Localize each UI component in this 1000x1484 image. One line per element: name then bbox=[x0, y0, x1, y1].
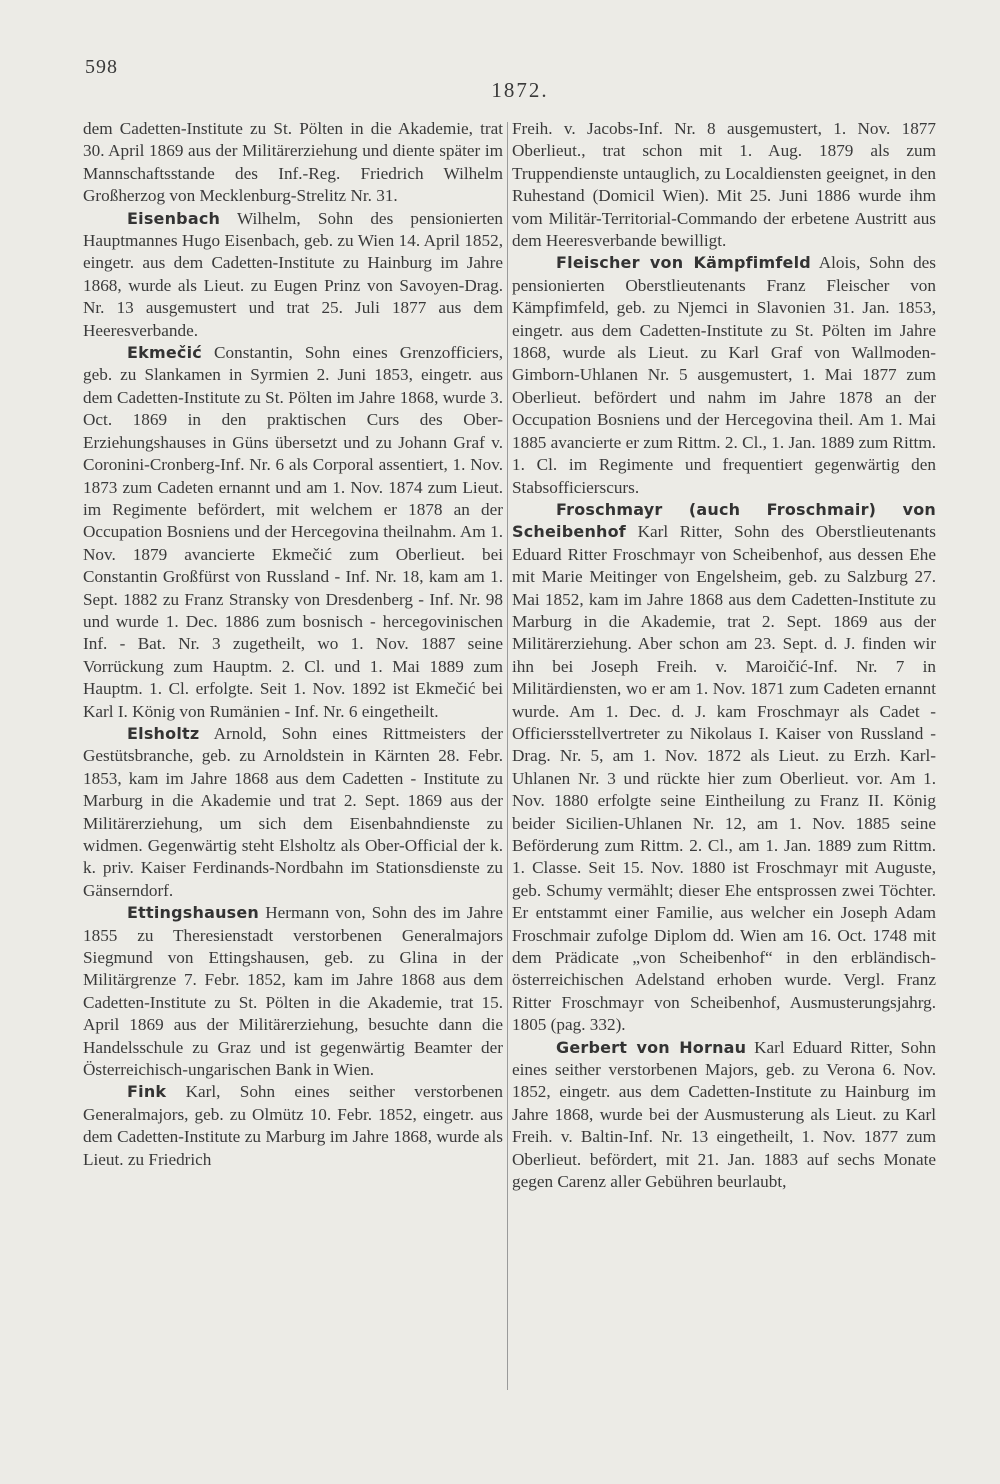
entry-eisenbach bbox=[83, 208, 503, 342]
entry-text: Karl Ritter, Sohn des Oberstlieutenants Eduard Ritter Froschmayr von Scheibenhof, aus dessen Ehe mit Marie Meitinger von Engelsheim, geb. zu Salzburg 27. Mai 1852, kam im Jahre 1868 aus dem Cadetten-Institute zu Marburg in die Akademie, trat 2. Sept. 1869 aus der Militärerziehung. Aber schon am 23. Sept. d. J. finden wir ihn bei Joseph Freih. v. Maroičić-Inf. Nr. 7 in Militärdiensten, wo er am 1. Nov. 1871 zum Cadeten ernannt wurde. Am 1. Dec. d. J. kam Froschmayr als Cadet - Officiersstellvertreter zu Nikolaus I. Kaiser von Russland - Drag. Nr. 5, am 1. Nov. 1872 als Lieut. zu Erzh. Karl-Uhlanen Nr. 3 und rückte hier zum Oberlieut. vor. Am 1. Nov. 1880 erfolgte seine Eintheilung zu Franz II. König beider Sicilien-Uhlanen Nr. 12, am 1. Nov. 1885 seine Beförderung zum Rittm. 2. Cl., am 1. Jan. 1889 zum Rittm. 1. Classe. Seit 15. Nov. 1880 ist Froschmayr mit Auguste, geb. Schumy vermählt; dieser Ehe entsprossen zwei Töchter. Er entstammt einer Familie, aus welcher ein Joseph Adam Froschmair zufolge Diplom dd. Wien am 16. Oct. 1748 mit dem Prädicate „von Scheibenhof“ in den erbländisch-österreichischen Adelstand erhoben wurde. Vergl. Franz Ritter Froschmayr von Scheibenhof, Ausmusterungsjahrg. 1805 (pag. 332). bbox=[512, 522, 936, 1035]
entry-name: Ekmečić bbox=[127, 343, 202, 363]
page-number: 598 bbox=[85, 56, 118, 78]
entry-text: Arnold, Sohn eines Rittmeisters der Gestütsbranche, geb. zu Arnoldstein in Kärnten 28. Febr. 1853, kam im Jahre 1868 aus dem Cadetten - Institute zu Marburg in die Akademie und trat 2. Sept. 1869 aus der Militärerziehung, um sich dem Eisenbahndienste zu widmen. Gegenwärtig steht Elsholtz als Ober-Official der k. k. priv. Kaiser Ferdinands-Nordbahn im Stationsdienste zu Gänserndorf. bbox=[83, 723, 503, 900]
entry-ekmecic bbox=[83, 342, 503, 723]
entry-text: Karl Eduard Ritter, Sohn eines seither verstorbenen Majors, geb. zu Verona 6. Nov. 1852, eingetr. aus dem Cadetten-Institute zu Hainburg im Jahre 1868, wurde bei der Ausmusterung als Lieut. zu Karl Freih. v. Baltin-Inf. Nr. 13 eingetheilt, 1. Nov. 1877 zum Oberlieut. befördert, mit 21. Jan. 1883 auf sechs Monate gegen Carenz aller Gebühren beurlaubt, bbox=[512, 1037, 936, 1192]
entry-froschmayr bbox=[512, 499, 936, 1037]
entry-fleischer bbox=[512, 252, 936, 498]
entry-text: Karl, Sohn eines seither verstorbenen Generalmajors, geb. zu Olmütz 10. Febr. 1852, eingetr. aus dem Cadetten-Institute zu Marburg im Jahre 1868, wurde als Lieut. zu Friedrich bbox=[83, 1082, 503, 1169]
right-column bbox=[512, 118, 936, 1194]
entry-name: Fink bbox=[127, 1082, 167, 1102]
entry-text: Hermann von, Sohn des im Jahre 1855 zu Theresienstadt verstorbenen Generalmajors Siegmund von Ettingshausen, geb. zu Glina in der Militärgrenze 7. Febr. 1852, kam im Jahre 1868 aus dem Cadetten-Institute zu St. Pölten in die Akademie, trat 15. April 1869 aus der Militärerziehung, besuchte dann die Handelsschule zu Graz und ist gegenwärtig Beamter der Österreichisch-ungarischen Bank in Wien. bbox=[83, 903, 503, 1080]
entry-text: Alois, Sohn des pensionierten Oberstlieutenants Franz Fleischer von Kämpfimfeld, geb. zu Njemci in Slavonien 31. Jan. 1853, eingetr. aus dem Cadetten-Institute zu St. Pölten im Jahre 1868, wurde als Lieut. zu Karl Graf von Wallmoden-Gimborn-Uhlanen Nr. 5 ausgemustert, 1. Mai 1877 zum Oberlieut. befördert und nahm im Jahre 1878 an der Occupation Bosniens und der Hercegovina theil. Am 1. Mai 1885 avancierte er zum Rittm. 2. Cl., 1. Jan. 1889 zum Rittm. 1. Cl. im Regimente und frequentiert gegenwärtig den Stabsofficierscurs. bbox=[512, 253, 936, 497]
entry-text: Freih. v. Jacobs-Inf. Nr. 8 ausgemustert, 1. Nov. 1877 Oberlieut., trat schon mit 1. Aug. 1879 als zum Truppendienste untauglich, zu Localdiensten geeignet, in den Ruhestand (Domicil Wien). Mit 25. Juni 1886 wurde ihm vom Militär-Territorial-Commando der erbetene Austritt aus dem Heeresverbande bewilligt. bbox=[512, 119, 936, 251]
entry-name: Ettingshausen bbox=[127, 903, 260, 923]
entry-name: Fleischer von Kämpfimfeld bbox=[556, 253, 811, 273]
entry-name: Froschmayr (auch Froschmair) von Scheibenhof bbox=[512, 499, 936, 542]
entry-text: dem Cadetten-Institute zu St. Pölten in die Akademie, trat 30. April 1869 aus der Militärerziehung und diente später im Mannschaftsstande des Inf.-Reg. Friedrich Wilhelm Großherzog von Mecklenburg-Strelitz Nr. 31. bbox=[83, 119, 503, 206]
entry-continuation bbox=[512, 118, 936, 252]
entry-name: Elsholtz bbox=[127, 723, 200, 743]
entry-gerbert bbox=[512, 1037, 936, 1194]
entry-ettingshausen bbox=[83, 902, 503, 1081]
left-column bbox=[83, 118, 503, 1171]
entry-continuation bbox=[83, 118, 503, 208]
column-divider bbox=[507, 122, 508, 1390]
running-head-year: 1872. bbox=[491, 78, 549, 102]
entry-fink bbox=[83, 1081, 503, 1171]
entry-elsholtz bbox=[83, 723, 503, 902]
entry-name: Gerbert von Hornau bbox=[556, 1037, 747, 1057]
entry-name: Eisenbach bbox=[127, 208, 221, 228]
entry-text: Wilhelm, Sohn des pensionierten Hauptmannes Hugo Eisenbach, geb. zu Wien 14. April 1852, eingetr. aus dem Cadetten-Institute zu Hainburg im Jahre 1868, wurde als Lieut. zu Eugen Prinz von Savoyen-Drag. Nr. 13 ausgemustert und trat 25. Juli 1877 aus dem Heeresverbande. bbox=[83, 208, 503, 340]
entry-text: Constantin, Sohn eines Grenzofficiers, geb. zu Slankamen in Syrmien 2. Juni 1853, eingetr. aus dem Cadetten-Institute zu St. Pölten im Jahre 1868, wurde 3. Oct. 1869 in den praktischen Curs des Ober-Erziehungshauses in Güns übersetzt und zu Johann Graf v. Coronini-Cronberg-Inf. Nr. 6 als Corporal assentiert, 1. Nov. 1873 zum Cadeten ernannt und am 1. Nov. 1874 zum Lieut. im Regimente befördert, mit welchem er 1878 an der Occupation Bosniens und der Hercegovina theilnahm. Am 1. Nov. 1879 avancierte Ekmečić zum Oberlieut. bei Constantin Großfürst von Russland - Inf. Nr. 18, kam am 1. Sept. 1882 zu Franz Stransky von Dresdenberg - Inf. Nr. 98 und wurde 1. Dec. 1886 zum bosnisch - hercegovinischen Inf. - Bat. Nr. 3 zugetheilt, wo 1. Nov. 1887 seine Vorrückung zum Hauptm. 2. Cl. und 1. Mai 1889 zum Hauptm. 1. Cl. erfolgte. Seit 1. Nov. 1892 ist Ekmečić bei Karl I. König von Rumänien - Inf. Nr. 6 eingetheilt. bbox=[83, 343, 503, 721]
